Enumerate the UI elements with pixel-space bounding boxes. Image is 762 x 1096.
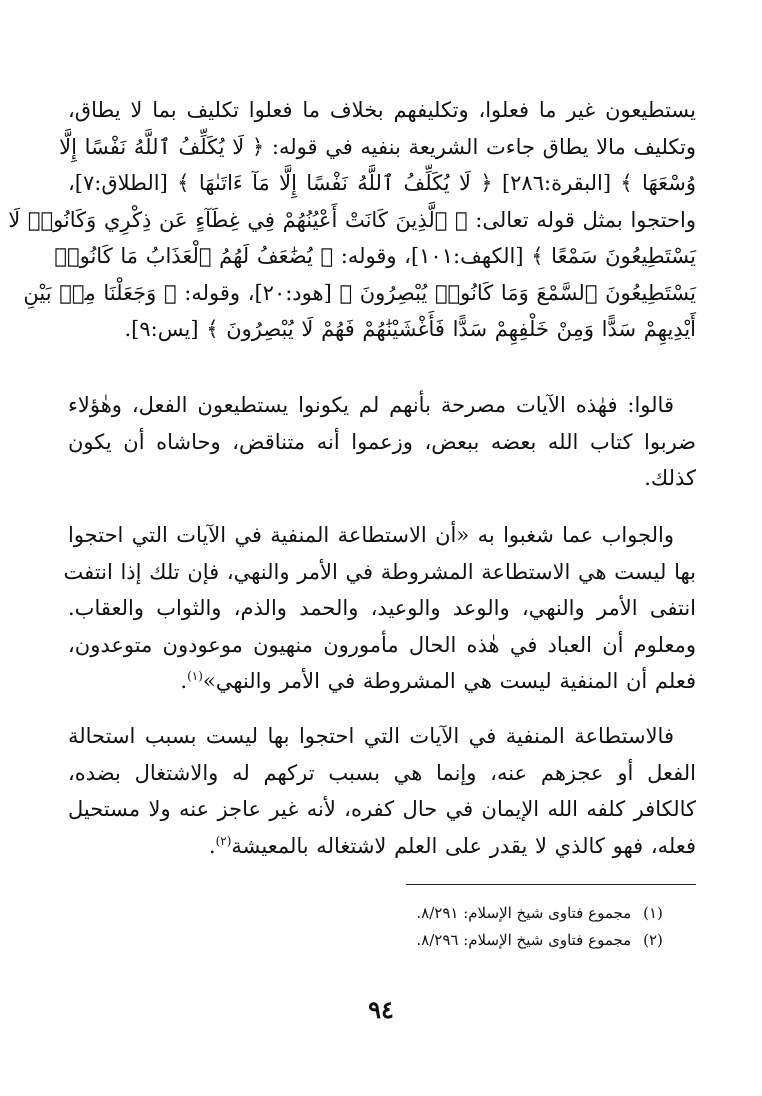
paragraph-answer xyxy=(63,517,696,700)
footnote-reference[interactable]: (٢) xyxy=(215,833,232,848)
footnote-separator xyxy=(406,884,696,885)
text-line: كالكافر كلفه الله الإيمان في حال كفره، لأنه غير عاجز عنه ولا مستحيل xyxy=(68,797,696,821)
text-line: فالاستطاعة المنفية في الآيات التي احتجوا بها ليست بسبب استحالة xyxy=(68,724,674,748)
footnotes xyxy=(300,900,670,954)
footnote-reference[interactable]: (١) xyxy=(187,669,203,683)
footnote-item xyxy=(300,927,670,954)
text-line: يستطيعون غير ما فعلوا، وتكليفهم بخلاف ما فعلوا تكليف بما لا يطاق، xyxy=(68,98,696,122)
text-line: يَسْتَطِيعُونَ ٱلسَّمْعَ وَمَا كَانُوا۟ يُبْصِرُونَ ﴾ [هود:٢٠]، وقوله: ﴿ وَجَعَلْنَا مِنۢ بَيْنِ xyxy=(23,280,696,305)
text-segment: . xyxy=(208,833,216,858)
text-line: وُسْعَهَا ﴾ [البقرة:٢٨٦] ﴿ لَا يُكَلِّفُ ٱللَّهُ نَفْسًا إِلَّا مَآ ءَاتَىٰهَا ﴾ [الطلاق:٧]، xyxy=(68,171,696,195)
text-line xyxy=(68,828,696,865)
paragraph-claim xyxy=(68,387,696,497)
text-line: كذلك. xyxy=(644,466,696,490)
footnote-item xyxy=(300,900,670,927)
page-number: ٩٤ xyxy=(368,995,394,1024)
text-line: انتفى الأمر والنهي، والوعد والوعيد، والحمد والذم، والثواب والعقاب. xyxy=(68,596,696,620)
text-line: الفعل أو عجزهم عنه، وإنما هي بسبب تركهم له والاشتغال بضده، xyxy=(68,760,696,785)
footnote-number: (١) xyxy=(643,904,663,922)
text-line: بها ليست هي الاستطاعة المشروطة في الأمر والنهي، فإن تلك إذا انتفت xyxy=(63,559,696,584)
footnote-text: مجموع فتاوى شيخ الإسلام: ٨/٢٩١. xyxy=(416,904,632,922)
text-line: يَسْتَطِيعُونَ سَمْعًا ﴾ [الكهف:١٠١]، وقوله: ﴿ يُضَٰعَفُ لَهُمُ ٱلْعَذَابُ مَا كَانُوا۟ xyxy=(54,244,696,268)
text-line: وتكليف مالا يطاق جاءت الشريعة بنفيه في قوله: ﴿ لَا يُكَلِّفُ ٱللَّهُ نَفْسًا إِلَّا xyxy=(59,134,696,159)
text-segment: فعلم أن المنفية ليست هي المشروطة في الأمر والنهي» xyxy=(202,669,696,693)
text-line: قالوا: فهٰذه الآيات مصرحة بأنهم لم يكونوا يستطيعون الفعل، وهٰؤلاء xyxy=(68,393,674,417)
text-segment: . xyxy=(180,669,188,693)
paragraph-verses xyxy=(8,92,696,348)
paragraph-explanation xyxy=(68,718,696,864)
text-line: ومعلوم أن العباد في هٰذه الحال مأمورون منهيون موعودون متوعدون، xyxy=(68,632,696,657)
text-line: واحتجوا بمثل قوله تعالى: ﴿ ٱلَّذِينَ كَانَتْ أَعْيُنُهُمْ فِي غِطَآءٍ عَن ذِكْرِي وَكَانُوا۟ لَا xyxy=(8,207,696,232)
text-line: ضربوا كتاب الله بعضه ببعض، وزعموا أنه متناقض، وحاشاه أن يكون xyxy=(68,429,696,454)
text-line: أَيْدِيهِمْ سَدًّا وَمِنْ خَلْفِهِمْ سَدًّا فَأَغْشَيْنَٰهُمْ فَهُمْ لَا يُبْصِرُونَ ﴾ [يس:٩]. xyxy=(124,317,696,341)
footnote-number: (٢) xyxy=(643,931,663,949)
text-line xyxy=(68,663,696,700)
footnote-text: مجموع فتاوى شيخ الإسلام: ٨/٢٩٦. xyxy=(416,931,632,949)
text-line: والجواب عما شغبوا به «أن الاستطاعة المنفية في الآيات التي احتجوا xyxy=(68,523,674,547)
text-segment: فعله، فهو كالذي لا يقدر على العلم لاشتغاله بالمعيشة xyxy=(231,833,696,858)
